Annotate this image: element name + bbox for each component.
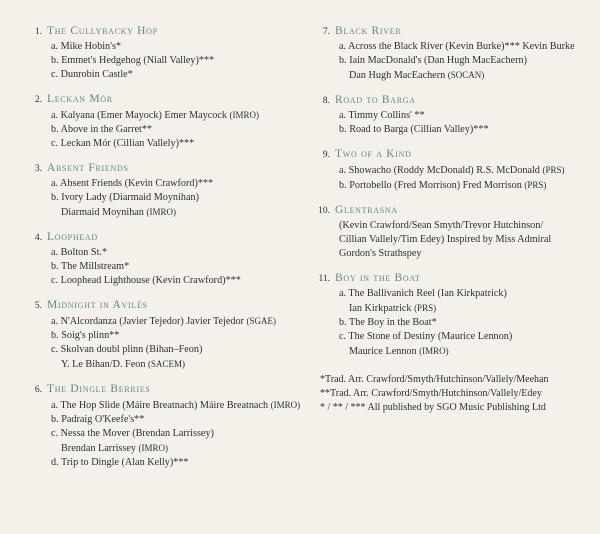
rights-society: (PRS) [414, 303, 437, 313]
tune-text: Maurice Lennon [349, 346, 417, 357]
tune-text: b. Iain MacDonald's (Dan Hugh MacEachern) [339, 55, 527, 66]
tune-line [51, 191, 292, 205]
track-number: 3. [34, 164, 42, 174]
track-block [312, 271, 588, 359]
tune-line [51, 427, 292, 441]
tune-list [24, 40, 292, 82]
track-heading [24, 24, 292, 40]
track-title: Road to Barga [335, 94, 416, 106]
tune-line [339, 163, 588, 178]
tune-text: a. Showacho (Roddy McDonald) R.S. McDonald [339, 165, 540, 176]
track-number: 2. [34, 95, 42, 105]
tune-line [51, 441, 292, 456]
track-heading [312, 203, 588, 219]
note-line: *Trad. Arr. Crawford/Smyth/Hutchinson/Vallely/Meehan [320, 374, 549, 385]
tune-line [51, 177, 292, 191]
tune-text: a. Kalyana (Emer Mayock) Emer Maycock [51, 110, 227, 121]
track-title: Black River [335, 25, 402, 37]
tune-text: b. Portobello (Fred Morrison) Fred Morrison [339, 180, 522, 191]
tune-text: c. The Stone of Destiny (Maurice Lennon) [339, 331, 513, 342]
track-number: 9. [322, 150, 330, 160]
tune-text: d. Trip to Dingle (Alan Kelly)*** [51, 457, 189, 468]
tune-text: a. Absent Friends (Kevin Crawford)*** [51, 178, 214, 189]
right-tracks [312, 24, 588, 359]
tune-line [339, 109, 588, 123]
tune-list [312, 163, 588, 193]
track-heading [312, 93, 588, 109]
tune-list [24, 246, 292, 288]
tune-text: a. Timmy Collins' ** [339, 110, 425, 121]
tune-line [339, 123, 588, 137]
rights-society: (IMRO) [419, 346, 449, 356]
rights-society: (SACEM) [147, 359, 185, 369]
tune-line [51, 246, 292, 260]
track-title: Two of a Kind [335, 148, 412, 160]
tune-list [312, 109, 588, 137]
track-number: 6. [34, 385, 42, 395]
rights-society: (IMRO) [270, 400, 301, 410]
tune-line [51, 108, 292, 123]
tune-text: b. Padraig O'Keefe's** [51, 414, 145, 425]
track-number: 7. [322, 27, 330, 37]
tune-text: Brendan Larrissey [61, 443, 136, 454]
tune-text: Gordon's Strathspey [339, 248, 422, 259]
rights-society: (IMRO) [229, 110, 259, 120]
track-block [24, 92, 292, 151]
rights-society: (PRS) [542, 165, 565, 175]
rights-society: (IMRO) [138, 443, 169, 453]
tune-list [24, 314, 292, 372]
tune-line [339, 287, 588, 301]
tune-line [51, 68, 292, 82]
tune-text: b. Soig's plinn** [51, 330, 120, 341]
tune-text: (Kevin Crawford/Sean Smyth/Trevor Hutchinson/ [339, 220, 544, 231]
tune-text: a. Mike Hobin's* [51, 41, 122, 52]
tune-line [51, 137, 292, 151]
tune-text: c. Nessa the Mover (Brendan Larrissey) [51, 428, 214, 439]
tune-text: Cillian Vallely/Tim Edey) Inspired by Miss Admiral [339, 234, 552, 245]
tune-line [339, 178, 588, 193]
tune-text: Y. Le Bihan/D. Feon [61, 359, 146, 370]
track-heading [24, 382, 292, 398]
track-number: 4. [34, 233, 42, 243]
tune-line [339, 68, 588, 83]
track-title: Leckan Mór [47, 93, 113, 105]
left-column [24, 24, 301, 480]
tune-text: a. Bolton St.* [51, 247, 108, 258]
track-number: 10. [318, 206, 330, 216]
note-line: * / ** / *** All published by SGO Music Publishing Ltd [320, 402, 546, 413]
tune-list [312, 219, 588, 261]
track-heading [312, 147, 588, 163]
track-block [312, 93, 588, 137]
tune-text: b. Emmet's Hedgehog (Niall Valley)*** [51, 55, 215, 66]
tune-text: a. Across the Black River (Kevin Burke)*** Kevin Burke [339, 41, 575, 52]
rights-society: (SOCAN) [447, 70, 485, 80]
tune-line [51, 413, 292, 427]
tune-text: b. Ivory Lady (Diarmaid Moynihan) [51, 192, 199, 203]
tune-list [312, 40, 588, 83]
tune-line [339, 301, 588, 316]
tune-text: c. Skolvan doubl plinn (Bihan–Feon) [51, 344, 203, 355]
track-block [312, 203, 588, 261]
tune-line [51, 314, 292, 329]
rights-society: (SGAE) [246, 316, 276, 326]
track-block [24, 382, 301, 470]
tune-line [51, 205, 292, 220]
tune-line [339, 54, 588, 68]
tune-text: b. Road to Barga (Cillian Valley)*** [339, 124, 489, 135]
tune-line [51, 329, 292, 343]
right-column [312, 24, 588, 415]
track-block [24, 24, 292, 82]
track-heading [24, 230, 292, 246]
track-number: 5. [34, 301, 42, 311]
track-title: The Cullybacky Hop [47, 25, 158, 37]
tune-line [339, 247, 588, 261]
tune-line [339, 330, 588, 344]
track-block [24, 298, 292, 372]
track-number: 1. [34, 27, 42, 37]
track-heading [24, 92, 292, 108]
track-title: Loophead [47, 231, 98, 243]
tune-line [51, 456, 292, 470]
tune-list [312, 287, 588, 359]
track-title: Glentrasna [335, 204, 398, 216]
tune-line [51, 398, 301, 413]
tune-list [24, 398, 301, 470]
track-heading [312, 271, 588, 287]
tune-line [339, 40, 588, 54]
track-title: The Dingle Berries [47, 383, 151, 395]
track-number: 11. [318, 274, 330, 284]
track-block [24, 230, 292, 288]
tune-text: c. Dunrobin Castle* [51, 69, 133, 80]
rights-society: (IMRO) [146, 207, 176, 217]
tune-line [339, 219, 588, 233]
track-block [24, 161, 292, 220]
tune-line [339, 316, 588, 330]
track-title: Midnight in Avilés [47, 299, 148, 311]
tune-line [51, 40, 292, 54]
tune-line [339, 344, 588, 359]
tune-text: a. The Ballivanich Reel (Ian Kirkpatrick) [339, 288, 507, 299]
track-block [312, 24, 588, 83]
track-title: Boy in the Boat [335, 272, 421, 284]
track-heading [312, 24, 588, 40]
track-heading [24, 298, 292, 314]
tune-line [51, 343, 292, 357]
tune-text: b. The Millstream* [51, 261, 130, 272]
tune-line [51, 54, 292, 68]
track-heading [24, 161, 292, 177]
tune-text: c. Loophead Lighthouse (Kevin Crawford)*** [51, 275, 241, 286]
publishing-notes [312, 373, 588, 415]
tune-text: a. N'Alcordanza (Javier Tejedor) Javier Tejedor [51, 316, 244, 327]
tune-text: Ian Kirkpatrick [349, 303, 412, 314]
tune-line [51, 357, 292, 372]
tune-text: b. The Boy in the Boat* [339, 317, 437, 328]
rights-society: (PRS) [524, 180, 547, 190]
track-title: Absent Friends [47, 162, 129, 174]
tune-line [51, 123, 292, 137]
tune-list [24, 108, 292, 151]
tune-list [24, 177, 292, 220]
tune-text: c. Leckan Mór (Cillian Vallely)*** [51, 138, 195, 149]
tune-line [339, 233, 588, 247]
track-number: 8. [322, 96, 330, 106]
tune-text: Dan Hugh MacEachern [349, 70, 446, 81]
note-line: **Trad. Arr. Crawford/Smyth/Hutchinson/Vallely/Edey [320, 388, 542, 399]
tune-text: a. The Hop Slide (Máire Breatnach) Máire Breatnach [51, 400, 269, 411]
tune-line [51, 274, 292, 288]
tune-line [51, 260, 292, 274]
track-block [312, 147, 588, 193]
tune-text: Diarmaid Moynihan [61, 207, 144, 218]
tune-text: b. Above in the Garret** [51, 124, 152, 135]
